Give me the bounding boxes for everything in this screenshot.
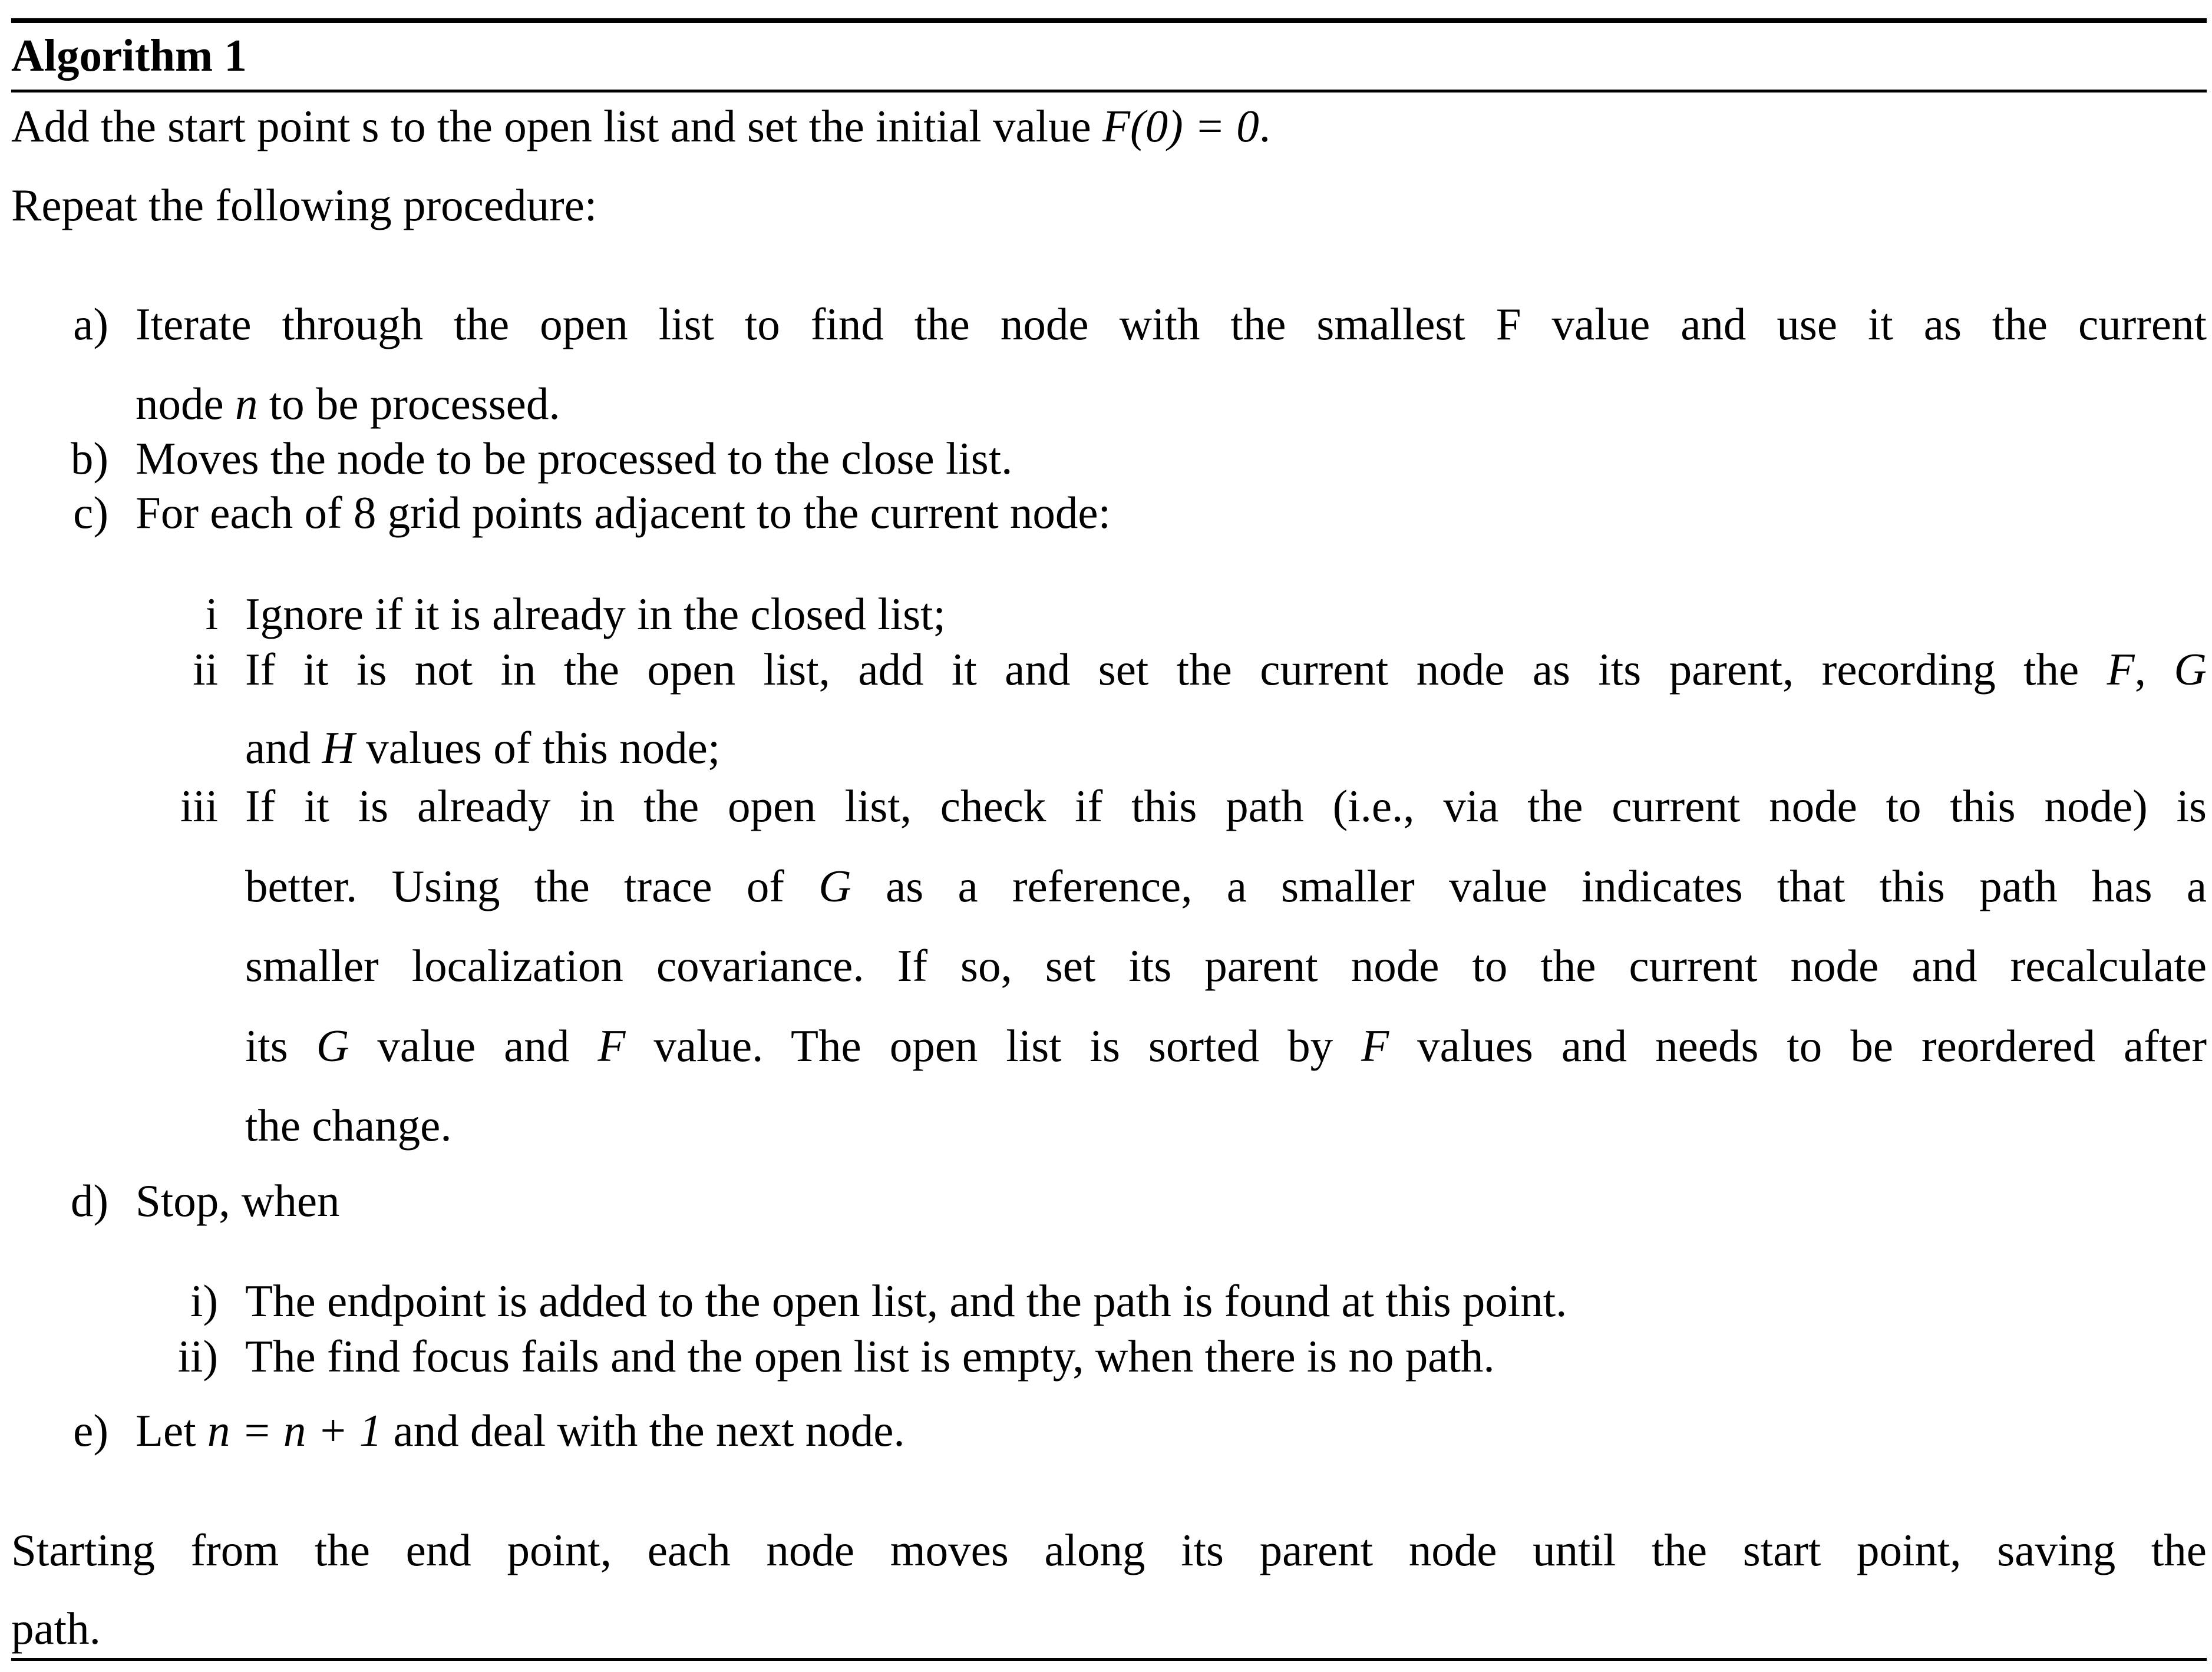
substep-c-iii-text2: better. Using the trace of <box>245 861 819 911</box>
init-text: Add the start point s to the open list and set the initial value <box>11 101 1102 151</box>
text: and deal with the next node. <box>382 1405 905 1456</box>
final-line2: path. <box>11 1603 101 1654</box>
title-rule <box>11 90 2207 92</box>
substep-d-ii-label: ii) <box>177 1331 218 1382</box>
substep-c-ii-label: ii <box>193 644 218 695</box>
substep-c-ii-post: values of this node; <box>355 722 721 773</box>
step-a-post: to be processed. <box>257 378 560 429</box>
bottom-rule <box>11 1658 2207 1661</box>
substep-d-i-text: The endpoint is added to the open list, and the path is found at this point. <box>245 1276 1567 1326</box>
math-g: G <box>818 861 851 911</box>
substep-c-iii-line5: the change. <box>245 1100 452 1151</box>
math-f: F <box>1361 1020 1389 1071</box>
substep-c-iii-line3: smaller localization covariance. If so, set its parent node to the current node and recalculate <box>245 940 2207 991</box>
substep-d-i-label: i) <box>190 1276 218 1326</box>
substep-c-i-label: i <box>205 589 218 639</box>
substep-d-ii-text: The find focus fails and the open list is empty, when there is no path. <box>245 1331 1495 1382</box>
math-f: F <box>2107 644 2135 695</box>
substep-c-ii-line1 <box>245 644 2207 695</box>
init-post: . <box>1259 101 1270 151</box>
step-a-math: n <box>235 378 258 429</box>
init-line <box>11 101 1270 151</box>
math-n: n = n + 1 <box>207 1405 382 1456</box>
math-g: G <box>2174 644 2207 695</box>
step-d-label: d) <box>70 1175 108 1226</box>
text: values and needs to be reordered after <box>1389 1020 2207 1071</box>
step-e-label: e) <box>73 1405 108 1456</box>
math-h: H <box>322 722 355 773</box>
final-line1: Starting from the end point, each node moves along its parent node until the start point, saving the <box>11 1525 2207 1575</box>
substep-c-iii-post2: as a reference, a smaller value indicates that this path has a <box>851 861 2207 911</box>
substep-c-ii-text: If it is not in the open list, add it and set the current node as its parent, recording the <box>245 644 2107 695</box>
math-f: F <box>597 1020 626 1071</box>
substep-c-iii-line4 <box>245 1020 2207 1071</box>
step-b-text: Moves the node to be processed to the close list. <box>136 433 1013 484</box>
step-d-text: Stop, when <box>136 1175 340 1226</box>
substep-c-i-text: Ignore if it is already in the closed list; <box>245 589 946 639</box>
substep-c-iii-line2 <box>245 861 2207 911</box>
repeat-line: Repeat the following procedure: <box>11 180 597 230</box>
substep-c-iii-line1: If it is already in the open list, check if this path (i.e., via the current node to this node) is <box>245 781 2207 831</box>
algorithm-title: Algorithm 1 <box>11 30 247 81</box>
substep-c-iii-label: iii <box>180 781 218 831</box>
substep-c-ii-text2: and <box>245 722 322 773</box>
comma: , <box>2134 644 2174 695</box>
step-a-label: a) <box>73 299 108 349</box>
step-a-line1: Iterate through the open list to find the node with the smallest F value and use it as the current <box>136 299 2207 349</box>
step-c-text: For each of 8 grid points adjacent to the current node: <box>136 487 1111 538</box>
step-e-text <box>136 1405 905 1456</box>
math-g: G <box>316 1020 349 1071</box>
text: its <box>245 1020 316 1071</box>
top-rule <box>11 18 2207 23</box>
text: value. The open list is sorted by <box>625 1020 1362 1071</box>
step-b-label: b) <box>70 433 108 484</box>
step-c-label: c) <box>73 487 108 538</box>
substep-c-ii-line2 <box>245 722 721 773</box>
step-a-text: node <box>136 378 235 429</box>
text: Let <box>136 1405 207 1456</box>
init-math: F(0) = 0 <box>1102 101 1259 151</box>
step-a-line2 <box>136 378 560 429</box>
text: value and <box>349 1020 598 1071</box>
